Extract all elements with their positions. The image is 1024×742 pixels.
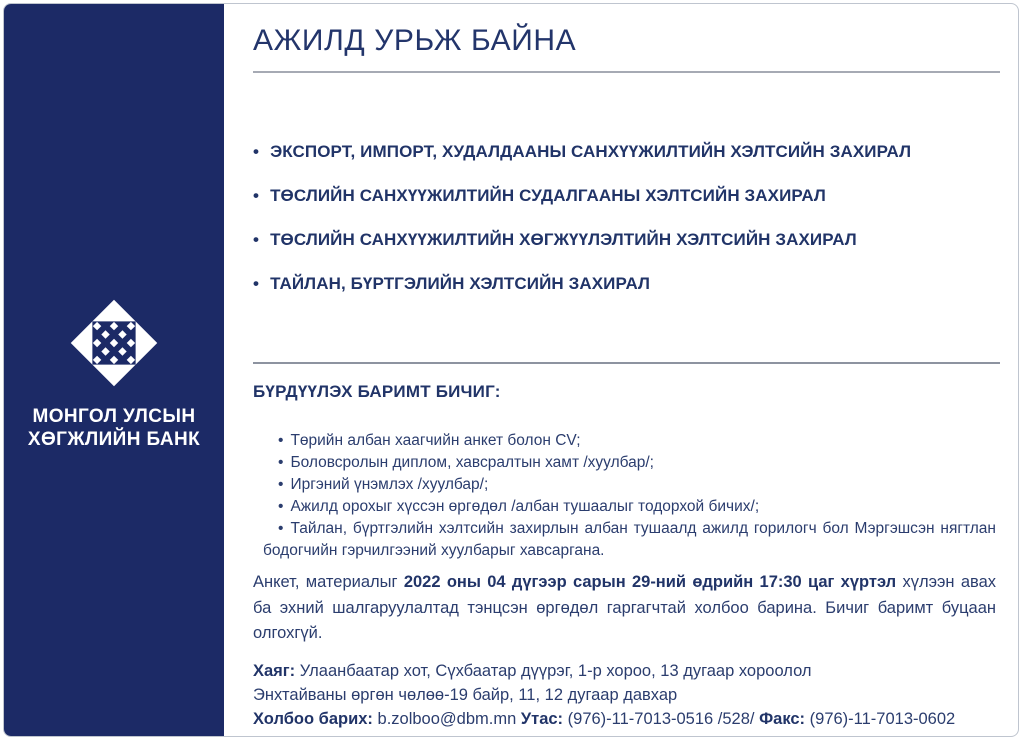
position-item: • ЭКСПОРТ, ИМПОРТ, ХУДАЛДААНЫ САНХҮҮЖИЛТИЙН ХЭЛТСИЙН ЗАХИРАЛ	[253, 142, 1000, 162]
address-line-2: Энхтайваны өргөн чөлөө-19 байр, 11, 12 дугаар давхар	[253, 685, 678, 704]
documents-list	[253, 430, 1000, 562]
page-title: АЖИЛД УРЬЖ БАЙНА	[253, 24, 577, 57]
fax-label: Факс:	[759, 709, 806, 728]
document-item: • Боловсролын диплом, хавсралтын хамт /хуулбар/;	[263, 452, 996, 474]
fax-number: (976)-11-7013-0602	[809, 709, 956, 728]
deadline-prefix: Анкет, материалыг	[253, 573, 404, 591]
bank-name	[4, 405, 224, 451]
sidebar	[4, 4, 224, 736]
phone-number: (976)-11-7013-0516 /528/	[567, 709, 755, 728]
phone-label: Утас:	[520, 709, 564, 728]
document-item: • Төрийн албан хаагчийн анкет болон CV;	[263, 430, 996, 452]
deadline-suffix: хүлээн авах ба эхний шалгаруулалтад тэнцсэн өргөдөл гаргагчтай холбоо барина. Бичиг баримт буцаан олгохгүй.	[253, 573, 997, 642]
document-item: • Тайлан, бүртгэлийн хэлтсийн захирлын албан тушаалд ажилд горилогч бол Мэргэшсэн нягтлан бодогчийн гэрчилгээний хуулбарыг хавсаргана.	[263, 518, 996, 562]
deadline-date: 2022 оны 04 дүгээр сарын 29-ний өдрийн 17:30 цаг хүртэл	[403, 573, 897, 591]
position-item: • ТӨСЛИЙН САНХҮҮЖИЛТИЙН ХӨГЖҮҮЛЭЛТИЙН ХЭЛТСИЙН ЗАХИРАЛ	[253, 230, 1000, 250]
title-divider	[253, 71, 1000, 73]
poster-card	[3, 3, 1019, 737]
bank-name-line2: ХӨГЖЛИЙН БАНК	[27, 429, 201, 450]
bank-logo	[4, 296, 224, 451]
contact-line	[253, 707, 1000, 731]
address-label: Хаяг:	[253, 661, 296, 680]
main-content	[224, 4, 1018, 736]
section-divider	[253, 362, 1000, 364]
document-item: • Ажилд орохыг хүссэн өргөдөл /албан тушаалыг тодорхой бичих/;	[263, 496, 996, 518]
positions-list	[253, 142, 1000, 294]
documents-heading: БҮРДҮҮЛЭХ БАРИМТ БИЧИГ:	[253, 382, 501, 401]
dbm-ulzii-knot-icon	[67, 296, 161, 390]
contact-email: b.zolboo@dbm.mn	[377, 709, 517, 728]
position-item: • ТӨСЛИЙН САНХҮҮЖИЛТИЙН СУДАЛГААНЫ ХЭЛТСИЙН ЗАХИРАЛ	[253, 186, 1000, 206]
position-item: • ТАЙЛАН, БҮРТГЭЛИЙН ХЭЛТСИЙН ЗАХИРАЛ	[253, 274, 1000, 294]
document-item: • Иргэний үнэмлэх /хуулбар/;	[263, 474, 996, 496]
deadline-paragraph	[253, 570, 996, 647]
contact-block	[253, 659, 1000, 731]
contact-label: Холбоо барих:	[253, 709, 373, 728]
address-line-1	[253, 659, 1000, 683]
address-text: Улаанбаатар хот, Сүхбаатар дүүрэг, 1-р хороо, 13 дугаар хороолол	[299, 661, 812, 680]
bank-name-line1: МОНГОЛ УЛСЫН	[32, 406, 196, 427]
